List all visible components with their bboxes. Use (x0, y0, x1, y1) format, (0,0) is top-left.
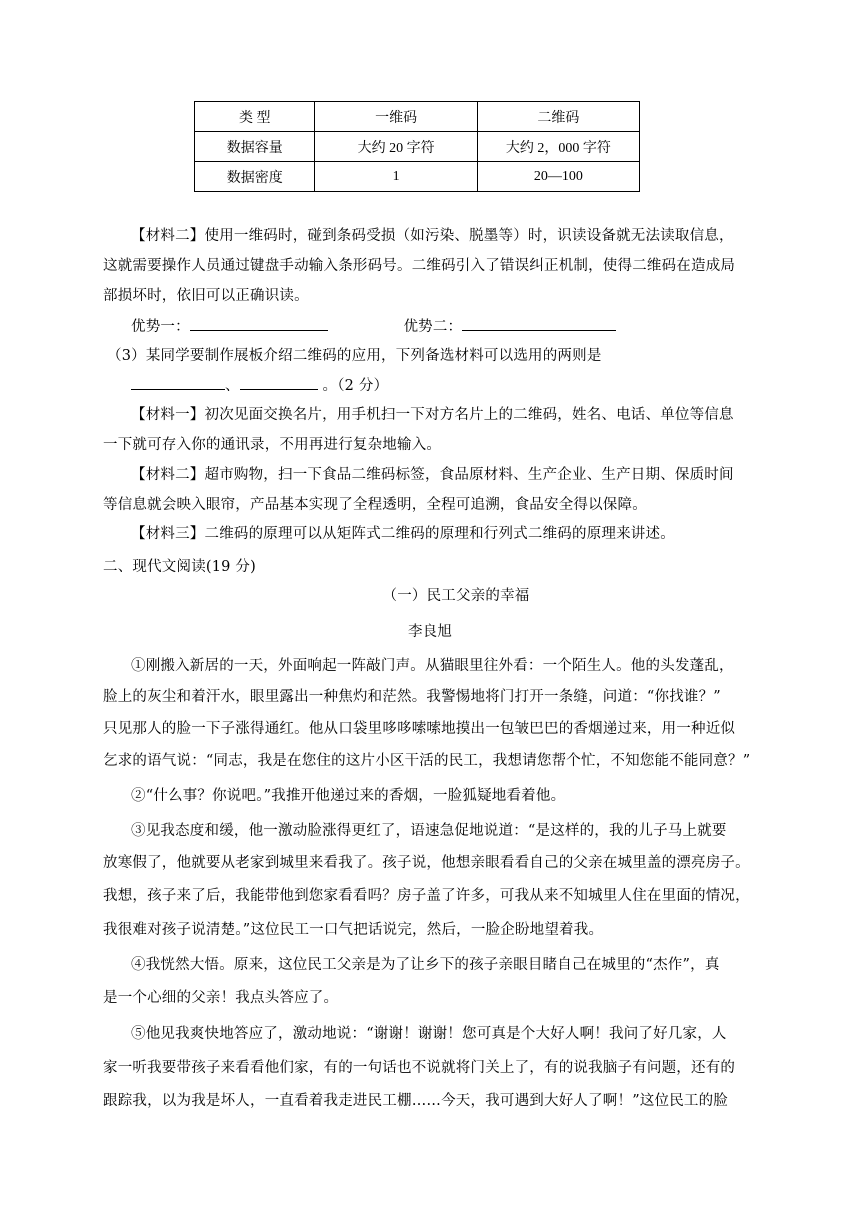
paragraph-line: 家一听我要带孩子来看看他们家，有的一句话也不说就将门关上了，有的说我脑子有问题，还有的 (103, 1060, 736, 1076)
table-cell: 1 (315, 162, 477, 192)
article-author: 李良旭 (407, 624, 453, 640)
question-answer-line (131, 375, 763, 396)
paragraph-line: 【材料二】超市购物，扫一下食品二维码标签，食品原材料、生产企业、生产日期、保质时间 (131, 467, 734, 483)
paragraph-line: 一下就可存入你的通讯录，不用再进行复杂地输入。 (103, 437, 442, 453)
paragraph-line: 脸上的灰尘和着汗水，眼里露出一种焦灼和茫然。我警惕地将门打开一条缝，问道：“你找谁？” (103, 689, 721, 705)
paragraph-line: 【材料二】使用一维码时，碰到条码受损（如污染、脱墨等）时，识读设备就无法读取信息， (131, 228, 734, 244)
paragraph-line: 跟踪我，以为我是坏人，一直看着我走进民工棚……今天，我可遇到大好人了啊！”这位民工的脸 (103, 1093, 729, 1109)
advantage-line (131, 316, 763, 337)
answer-blank[interactable] (240, 375, 318, 390)
paragraph-line: 【材料三】二维码的原理可以从矩阵式二维码的原理和行列式二维码的原理来讲述。 (131, 526, 675, 542)
table-cell: 二维码 (477, 102, 639, 132)
paragraph-line: 放寒假了，他就要从老家到城里来看我了。孩子说，他想亲眼看看自己的父亲在城里盖的漂亮房子。 (103, 855, 750, 871)
table-cell: 数据容量 (195, 132, 315, 162)
answer-blank[interactable] (190, 316, 328, 331)
advantage-two-label: 优势二： (403, 319, 463, 335)
article-title: （一）民工父亲的幸福 (382, 588, 530, 604)
table-cell: 大约 20 字符 (315, 132, 477, 162)
table-cell: 数据密度 (195, 162, 315, 192)
paragraph-line: ⑤他见我爽快地答应了，激动地说：“谢谢！谢谢！您可真是个大好人啊！我问了好几家，人 (131, 1026, 727, 1042)
advantage-one-label: 优势一： (131, 319, 190, 335)
table-row (195, 102, 640, 132)
table-cell: 20—100 (477, 162, 639, 192)
question-line: （3）某同学要制作展板介绍二维码的应用，下列备选材料可以选用的两则是 (107, 348, 602, 364)
paragraph-line: 这就需要操作人员通过键盘手动输入条形码号。二维码引入了错误纠正机制，使得二维码在造成局 (103, 258, 736, 274)
paragraph-line: 我想，孩子来了后，我能带他到您家看看吗？房子盖了许多，可我从来不知城里人住在里面的情况， (103, 888, 750, 904)
paragraph-line: 我很难对孩子说清楚。”这位民工一口气把话说完，然后，一脸企盼地望着我。 (103, 922, 604, 938)
paragraph-line: ②“什么事？你说吧。”我推开他递过来的香烟，一脸狐疑地看着他。 (131, 788, 566, 804)
paragraph-line: ③见我态度和缓，他一激动脸涨得更红了，语速急促地说道：“是这样的，我的儿子马上就要 (131, 823, 727, 839)
section-heading: 二、现代文阅读(19 分) (103, 559, 256, 575)
paragraph-line: 【材料一】初次见面交换名片，用手机扫一下对方名片上的二维码，姓名、电话、单位等信息 (131, 407, 734, 423)
table-cell: 大约 2，000 字符 (477, 132, 639, 162)
table-cell: 类 型 (195, 102, 315, 132)
paragraph-line: 部损坏时，依旧可以正确识读。 (103, 288, 309, 304)
comparison-table (194, 101, 640, 192)
table-row (195, 162, 640, 192)
paragraph-line: ①刚搬入新居的一天，外面响起一阵敲门声。从猫眼里往外看：一个陌生人。他的头发蓬乱， (131, 658, 734, 674)
paragraph-line: 等信息就会映入眼帘，产品基本实现了全程透明，全程可追溯，食品安全得以保障。 (103, 497, 647, 513)
score-note: 。（2 分） (322, 378, 389, 394)
table-row (195, 132, 640, 162)
separator: 、 (225, 378, 240, 394)
paragraph-line: 只见那人的脸一下子涨得通红。他从口袋里哆哆嗦嗦地摸出一包皱巴巴的香烟递过来，用一种近似 (103, 721, 736, 737)
answer-blank[interactable] (462, 316, 616, 331)
paragraph-line: 是一个心细的父亲！我点头答应了。 (103, 990, 339, 1006)
table-cell: 一维码 (315, 102, 477, 132)
answer-blank[interactable] (131, 375, 225, 390)
paragraph-line: 乞求的语气说：“同志，我是在您住的这片小区干活的民工，我想请您帮个忙，不知您能不能同意？” (103, 753, 751, 769)
paragraph-line: ④我恍然大悟。原来，这位民工父亲是为了让乡下的孩子亲眼目睹自己在城里的“杰作”，真 (131, 957, 720, 973)
